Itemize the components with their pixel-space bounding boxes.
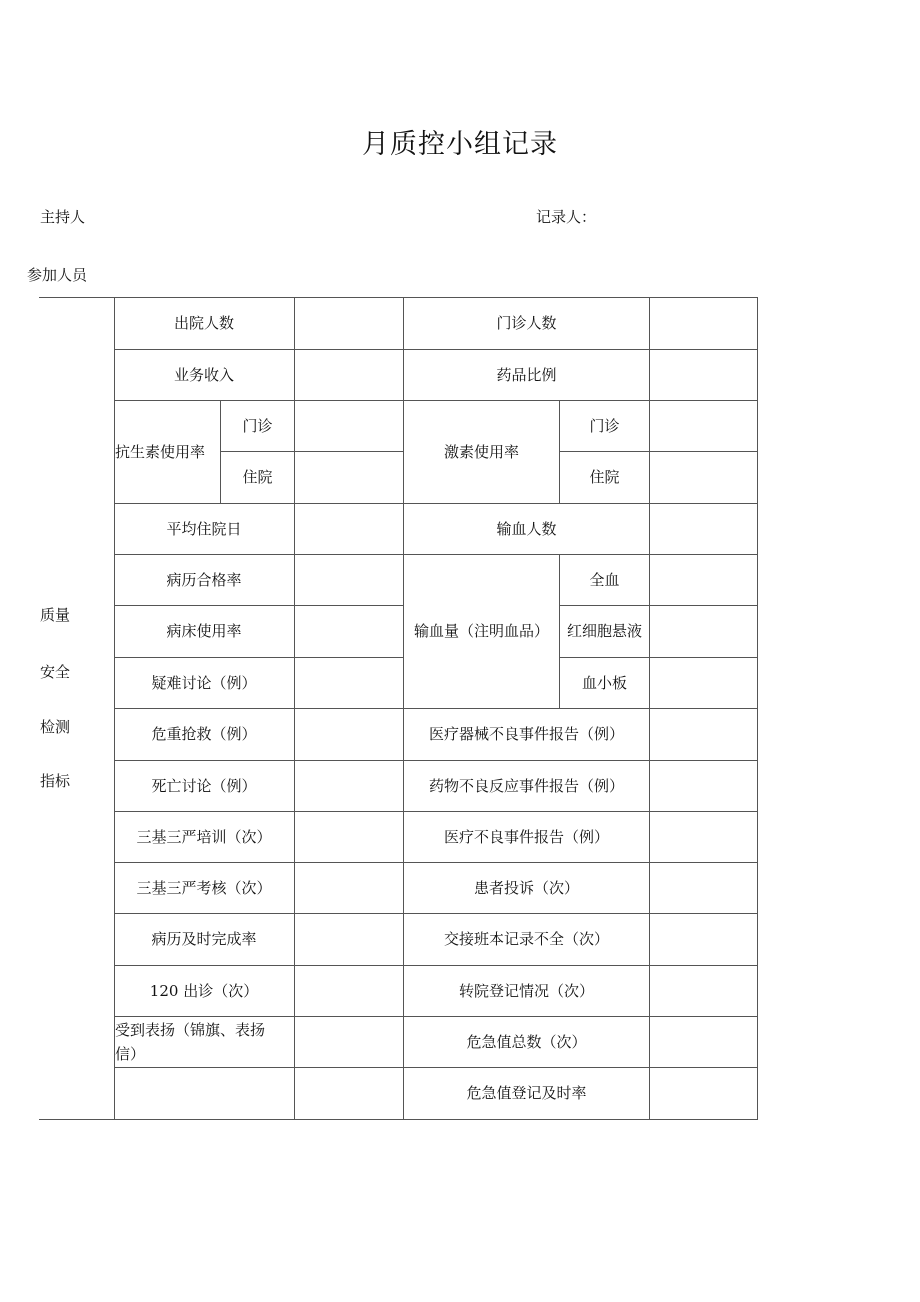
critical-rescue-label: 危重抢救（例）: [151, 725, 257, 744]
side-label-detect: 检测: [40, 718, 71, 736]
platelet-label: 血小板: [581, 673, 627, 692]
recorder-label: 记录人：: [536, 208, 597, 226]
discharge-count-value[interactable]: [295, 298, 403, 349]
difficult-case-label: 疑难讨论（例）: [151, 673, 257, 692]
drug-ratio-label: 药品比例: [496, 365, 557, 384]
hormone-usage-label: 激素使用率: [443, 442, 519, 461]
drug-ratio-value[interactable]: [650, 350, 757, 400]
host-label: 主持人: [40, 208, 86, 226]
discharge-count-label: 出院人数: [173, 314, 234, 333]
training-label: 三基三严培训（次）: [136, 827, 272, 846]
transfer-registration-label: 转院登记情况（次）: [458, 981, 594, 1000]
critical-value-timely-label: 危急值登记及时率: [466, 1084, 587, 1103]
drug-adverse-reaction-label: 药物不良反应事件报告（例）: [428, 776, 624, 795]
antibiotic-inpatient-label: 住院: [242, 468, 273, 487]
hormone-inpatient-label: 住院: [589, 468, 620, 487]
participants-label: 参加人员: [27, 266, 88, 284]
patient-complaint-label: 患者投诉（次）: [473, 878, 579, 897]
ambulance-120-label: 120 出诊（次）: [149, 981, 259, 1000]
side-label-indicator: 指标: [40, 772, 71, 790]
avg-stay-label: 平均住院日: [166, 519, 242, 538]
critical-value-total-label: 危急值总数（次）: [466, 1032, 587, 1051]
commendation-label: 受到表扬（锦旗、表扬信）: [115, 1021, 266, 1063]
record-pass-rate-label: 病历合格率: [166, 570, 242, 589]
antibiotic-usage-label: 抗生素使用率: [115, 442, 206, 461]
shift-handover-label: 交接班本记录不全（次）: [443, 930, 609, 949]
bed-usage-label: 病床使用率: [166, 622, 242, 641]
medical-adverse-event-label: 医疗不良事件报告（例）: [443, 827, 609, 846]
side-label-safety: 安全: [40, 663, 71, 681]
device-adverse-event-label: 医疗器械不良事件报告（例）: [428, 725, 624, 744]
business-income-label: 业务收入: [173, 365, 234, 384]
outpatient-count-value[interactable]: [650, 298, 757, 349]
outpatient-count-label: 门诊人数: [496, 314, 557, 333]
transfusion-volume-label: 输血量（注明血品）: [413, 622, 549, 641]
red-cell-suspension-label: 红细胞悬液: [566, 622, 642, 641]
record-timely-rate-label: 病历及时完成率: [151, 930, 257, 949]
death-discussion-label: 死亡讨论（例）: [151, 776, 257, 795]
business-income-value[interactable]: [295, 350, 403, 400]
page-title: 月质控小组记录: [362, 129, 558, 160]
assessment-label: 三基三严考核（次）: [136, 878, 272, 897]
hormone-outpatient-label: 门诊: [589, 416, 620, 435]
transfusion-count-label: 输血人数: [496, 519, 557, 538]
side-label-quality: 质量: [40, 606, 71, 624]
antibiotic-outpatient-label: 门诊: [242, 416, 273, 435]
blank-label: [114, 1068, 294, 1119]
whole-blood-label: 全血: [589, 570, 620, 589]
